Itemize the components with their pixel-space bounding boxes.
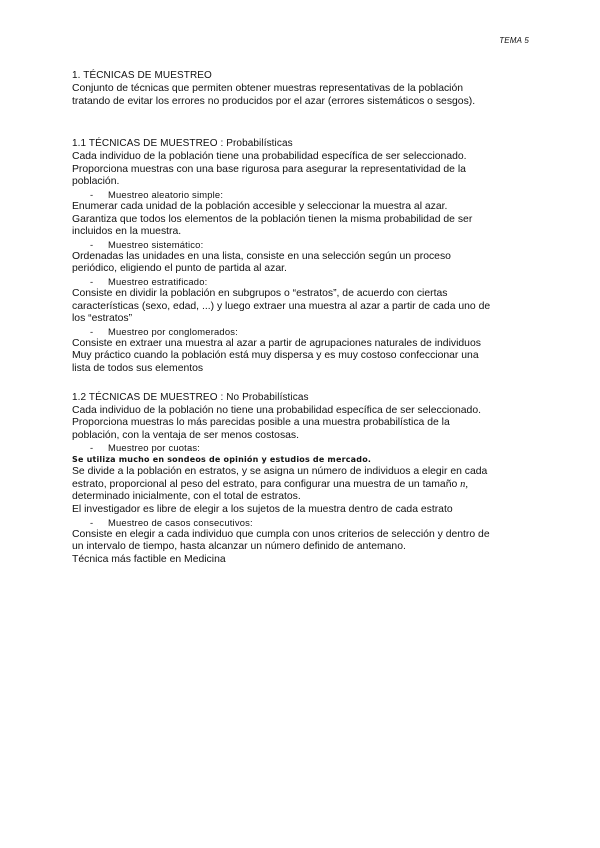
item-line: Consiste en elegir a cada individuo que cumpla con unos criterios de selección y dentro de xyxy=(72,528,490,540)
item-line: Consiste en extraer una muestra al azar a partir de agrupaciones naturales de individuos xyxy=(72,337,481,349)
section-1-2-intro-line: Proporciona muestras lo más parecidas posible a una muestra probabilística de la xyxy=(72,417,450,429)
item-estratificado-label: - Muestreo estratificado: xyxy=(90,275,208,287)
dash-bullet: - xyxy=(90,442,94,454)
section-1-1-intro-line: Proporciona muestras con una base rigurosa para asegurar la representatividad de la xyxy=(72,163,466,175)
dash-bullet: - xyxy=(90,516,94,528)
item-line: características (sexo, edad, ...) y luego extraer una muestra al azar a partir de cada uno de xyxy=(72,300,491,312)
item-line: estrato, proporcional al peso del estrato, para configurar una muestra de un tamaño n, xyxy=(72,478,468,490)
item-line: periódico, eligiendo el punto de partida al azar. xyxy=(72,263,287,275)
item-line: Se divide a la población en estratos, y se asigna un número de individuos a elegir en cada xyxy=(72,466,488,478)
item-line: incluidos en la muestra. xyxy=(72,226,182,238)
cuotas-note: Se utiliza mucho en sondeos de opinión y estudios de mercado. xyxy=(72,455,372,465)
item-line: Muy práctico cuando la población está muy dispersa y es muy costoso confeccionar una xyxy=(72,350,479,362)
item-line: Enumerar cada unidad de la población accesible y seleccionar la muestra al azar. xyxy=(72,200,448,212)
item-line: Técnica más factible en Medicina xyxy=(72,553,226,565)
dash-bullet: - xyxy=(90,188,94,200)
section-1-line: tratando de evitar los errores no producidos por el azar (errores sistemáticos o sesgos). xyxy=(72,95,476,107)
item-line: Ordenadas las unidades en una lista, consiste en una selección según un proceso xyxy=(72,250,451,262)
item-sistematico-label: - Muestreo sistemático: xyxy=(90,238,204,250)
section-1-1-title: 1.1 TÉCNICAS DE MUESTREO : Probabilísticas xyxy=(72,138,293,150)
item-consecutivos-label: - Muestreo de casos consecutivos: xyxy=(90,516,253,528)
dash-bullet: - xyxy=(90,275,94,287)
item-line: Garantiza que todos los elementos de la población tienen la misma probabilidad de ser xyxy=(72,213,473,225)
item-line: un intervalo de tiempo, hasta alcanzar un número definido de antemano. xyxy=(72,541,406,553)
document-body xyxy=(72,70,532,566)
section-1-1 xyxy=(72,138,532,375)
section-1-title: 1. TÉCNICAS DE MUESTREO xyxy=(72,70,212,81)
item-line: determinado inicialmente, con el total de estratos. xyxy=(72,491,301,503)
section-1-2-intro-line: Cada individuo de la población no tiene una probabilidad específica de ser seleccionado. xyxy=(72,404,481,416)
item-conglomerados-label: - Muestreo por conglomerados: xyxy=(90,325,238,337)
item-line: los “estratos” xyxy=(72,313,133,325)
section-1-2-title: 1.2 TÉCNICAS DE MUESTREO : No Probabilísticas xyxy=(72,391,309,403)
topic-tag: TEMA 5 xyxy=(499,36,529,45)
item-cuotas-label: - Muestreo por cuotas: xyxy=(90,442,201,454)
section-1-line: Conjunto de técnicas que permiten obtener muestras representativas de la población xyxy=(72,83,464,94)
section-1-1-intro-line: Cada individuo de la población tiene una probabilidad específica de ser seleccionado. xyxy=(72,151,467,163)
item-line: lista de todos sus elementos xyxy=(72,362,204,374)
dash-bullet: - xyxy=(90,325,94,337)
section-1-1-intro-line: población. xyxy=(72,176,120,188)
variable-n: n, xyxy=(460,478,468,490)
section-1 xyxy=(72,70,532,108)
dash-bullet: - xyxy=(90,238,94,250)
item-aleatorio-simple-label: - Muestreo aleatorio simple: xyxy=(90,188,224,200)
item-line: Consiste en dividir la población en subgrupos o “estratos”, de acuerdo con ciertas xyxy=(72,287,448,299)
item-line: El investigador es libre de elegir a los sujetos de la muestra dentro de cada estrato xyxy=(72,504,453,516)
section-1-2 xyxy=(72,392,532,567)
section-1-2-intro-line: población, con la ventaja de ser menos costosas. xyxy=(72,429,299,441)
